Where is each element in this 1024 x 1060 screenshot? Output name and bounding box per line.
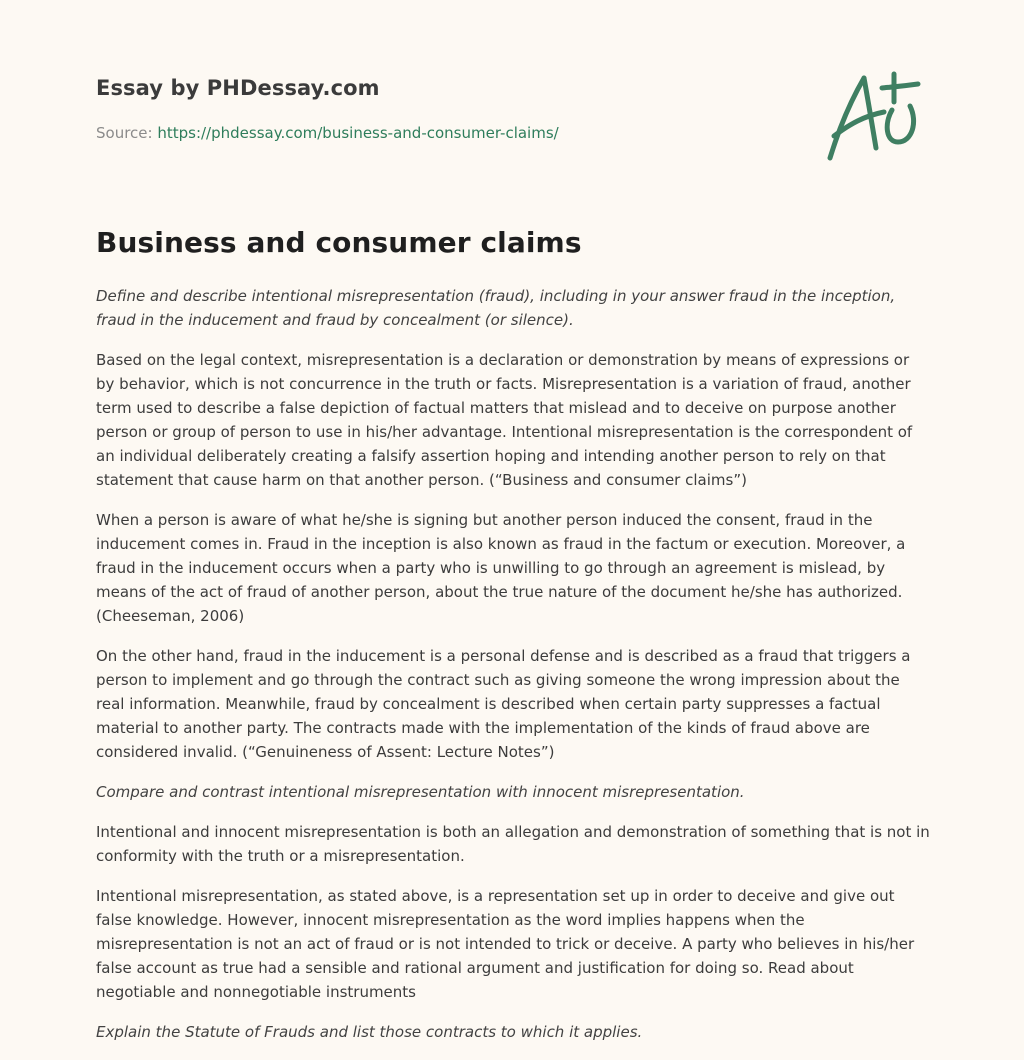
essay-question: Define and describe intentional misrepresentation (fraud), including in your answer fraud in the inception, fraud in the inducement and fraud by concealment (or silence). (96, 287, 896, 329)
source-line (96, 124, 559, 142)
a-plus-grade-icon (820, 66, 932, 166)
essay-paragraph: On the other hand, fraud in the inducement is a personal defense and is described as a fraud that triggers a person to implement and go through the contract such as giving someone the wrong impression about the real information. Meanwhile, fraud by concealment is described when certain party suppresses a factual material to another party. The contracts made with the implementation of the kinds of fraud above are considered invalid. (“Genuineness of Assent: Lecture Notes”) (96, 647, 911, 761)
essay-paragraph: Intentional misrepresentation, as stated above, is a representation set up in order to deceive and give out false knowledge. However, innocent misrepresentation as the word implies happens when the misrepresentation is not an act of fraud or is not intended to trick or deceive. A party who believes in his/her false account as true had a sensible and rational argument and justification for doing so. Read about negotiable and nonnegotiable instruments (96, 887, 915, 1001)
essay-question: Explain the Statute of Frauds and list those contracts to which it applies. (96, 1023, 643, 1041)
source-link[interactable]: https://phdessay.com/business-and-consumer-claims/ (157, 124, 559, 142)
essay-question: Compare and contrast intentional misrepresentation with innocent misrepresentation. (96, 783, 745, 801)
essay-body (96, 284, 932, 1060)
essay-paragraph: Intentional and innocent misrepresentation is both an allegation and demonstration of something that is not in conformity with the truth or a misrepresentation. (96, 823, 930, 865)
site-title: Essay by PHDessay.com (96, 76, 380, 100)
essay-paragraph: When a person is aware of what he/she is signing but another person induced the consent, fraud in the inducement comes in. Fraud in the inception is also known as fraud in the factum or execution. Moreover, a fraud in the inducement occurs when a party who is unwilling to go through an agreement is mislead, by means of the act of fraud of another person, about the true nature of the document he/she has authorized. (Cheeseman, 2006) (96, 511, 906, 625)
essay-paragraph: Based on the legal context, misrepresentation is a declaration or demonstration by means of expressions or by behavior, which is not concurrence in the truth or facts. Misrepresentation is a variation of fraud, another term used to describe a false depiction of factual matters that mislead and to deceive on purpose another person or group of person to use in his/her advantage. Intentional misrepresentation is the correspondent of an individual deliberately creating a falsify assertion hoping and intending another person to rely on that statement that cause harm on that another person. (“Business and consumer claims”) (96, 351, 913, 489)
essay-title: Business and consumer claims (96, 226, 582, 259)
source-label: Source: (96, 124, 158, 142)
